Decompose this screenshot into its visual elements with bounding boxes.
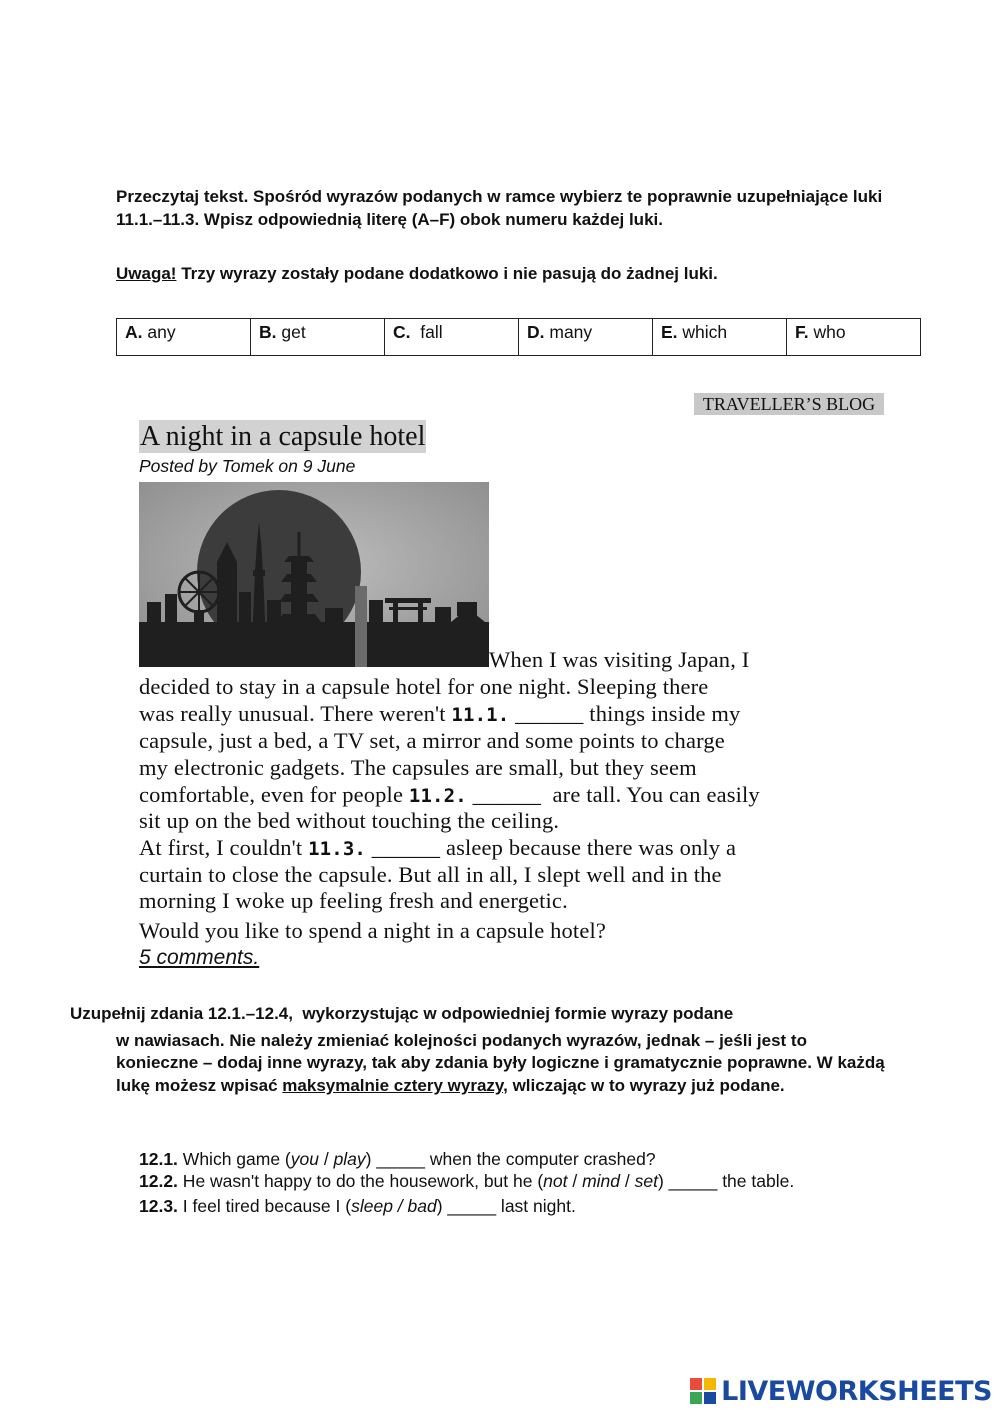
blog-line-2: decided to stay in a capsule hotel for one night. Sleeping there <box>139 674 709 699</box>
gap-11-3-number: 11.3. <box>308 838 367 860</box>
option-f: F. who <box>787 319 921 356</box>
option-d: D. many <box>519 319 653 356</box>
blog-line-6: comfortable, even for people 11.2. ______ are tall. You can easily <box>139 782 760 807</box>
note-text: Trzy wyrazy zostały podane dodatkowo i nie pasują do żadnej luki. <box>176 264 718 283</box>
blog-line-7: sit up on the bed without touching the ceiling. <box>139 808 560 833</box>
liveworksheets-brand[interactable] <box>689 1374 992 1408</box>
task12-instruction-line1: Uzupełnij zdania 12.1.–12.4, wykorzystując w odpowiedniej formie wyrazy podane <box>70 1004 734 1023</box>
tokyo-skyline-image <box>139 482 489 667</box>
liveworksheets-logo-icon <box>689 1377 717 1405</box>
word-box <box>116 318 921 356</box>
blog-tag: TRAVELLER’S BLOG <box>694 393 884 415</box>
task12-instruction: w nawiasach. Nie należy zmieniać kolejności podanych wyrazów, jednak – jeśli jest to konieczne – dodaj inne wyrazy, tak aby zdania były logiczne i gramatycznie poprawne. W każdą lukę możesz wpisać maksymalnie cztery wyrazy, wliczając w to wyrazy już podane. <box>116 1031 885 1095</box>
exercise-12-1: 12.1. Which game (you / play) _____ when the computer crashed? <box>139 1149 656 1169</box>
blog-line-4: capsule, just a bed, a TV set, a mirror and some points to charge <box>139 728 725 753</box>
blog-byline: Posted by Tomek on 9 June <box>139 456 356 476</box>
blog-line-3: was really unusual. There weren't 11.1. ______ things inside my <box>139 701 741 726</box>
task11-note <box>116 264 886 284</box>
blog-line-10: morning I woke up feeling fresh and energetic. <box>139 888 568 913</box>
option-a: A. any <box>117 319 251 356</box>
blog-line-1: When I was visiting Japan, I <box>489 647 750 672</box>
gap-11-2-number: 11.2. <box>408 785 467 807</box>
brand-name: LIVEWORKSHEETS <box>721 1375 992 1407</box>
task12-word-limit: maksymalnie cztery wyrazy <box>282 1075 504 1095</box>
comments-link[interactable]: 5 comments. <box>139 946 260 969</box>
blog-line-5: my electronic gadgets. The capsules are small, but they seem <box>139 755 697 780</box>
blog-line-11: Would you like to spend a night in a capsule hotel? <box>139 918 606 943</box>
exercise-12-3: 12.3. I feel tired because I (sleep / bad) _____ last night. <box>139 1196 576 1216</box>
option-b: B. get <box>251 319 385 356</box>
blog-line-9: curtain to close the capsule. But all in all, I slept well and in the <box>139 862 722 887</box>
blog-title: A night in a capsule hotel <box>140 421 426 452</box>
gap-11-1-number: 11.1. <box>451 704 510 726</box>
task11-instruction: Przeczytaj tekst. Spośród wyrazów podanych w ramce wybierz te poprawnie uzupełniające luki 11.1.–11.3. Wpisz odpowiednią literę (A–F) obok numeru każdej luki. <box>116 187 883 229</box>
option-e: E. which <box>653 319 787 356</box>
exercise-12-2: 12.2. He wasn't happy to do the housework, but he (not / mind / set) _____ the table. <box>139 1171 795 1191</box>
blog-line-8: At first, I couldn't 11.3. ______ asleep because there was only a <box>139 835 737 860</box>
note-label: Uwaga! <box>116 264 177 283</box>
option-c: C. fall <box>385 319 519 356</box>
